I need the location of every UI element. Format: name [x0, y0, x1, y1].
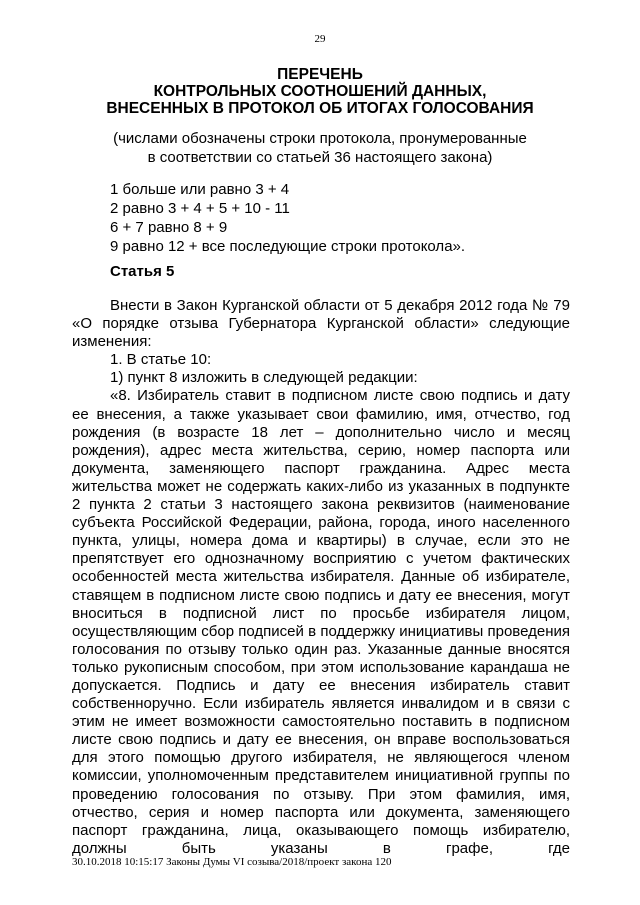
title-line: КОНТРОЛЬНЫХ СООТНОШЕНИЙ ДАННЫХ,	[153, 83, 487, 100]
footer-stamp: 30.10.2018 10:15:17 Законы Думы VI созыва/2018/проект закона 120	[72, 856, 392, 868]
article-heading: Статья 5	[110, 263, 175, 280]
document-subtitle	[0, 129, 640, 167]
subtitle-line: (числами обозначены строки протокола, пронумерованные	[113, 130, 527, 147]
document-title	[0, 66, 640, 117]
title-line: ПЕРЕЧЕНЬ	[277, 66, 363, 83]
article-body	[72, 297, 570, 858]
subtitle-line: в соответствии со статьей 36 настоящего закона)	[147, 149, 493, 166]
control-ratio-item: 1 больше или равно 3 + 4	[110, 181, 290, 198]
page-number: 29	[314, 33, 326, 45]
paragraph: 1) пункт 8 изложить в следующей редакции:	[110, 369, 418, 387]
title-line: ВНЕСЕННЫХ В ПРОТОКОЛ ОБ ИТОГАХ ГОЛОСОВАНИЯ	[106, 100, 534, 117]
control-ratio-item: 2 равно 3 + 4 + 5 + 10 - 11	[110, 200, 290, 217]
control-ratio-item: 6 + 7 равно 8 + 9	[110, 219, 228, 236]
paragraph: Внести в Закон Курганской области от 5 декабря 2012 года № 79 «О порядке отзыва Губернатора Курганской области» следующие изменения:	[72, 297, 570, 351]
control-ratio-item: 9 равно 12 + все последующие строки протокола».	[110, 238, 466, 255]
control-ratios-list	[110, 180, 465, 256]
paragraph: 1. В статье 10:	[110, 351, 212, 369]
paragraph: «8. Избиратель ставит в подписном листе свою подпись и дату ее внесения, а также указывает свои фамилию, имя, отчество, год рождения (в возрасте 18 лет – дополнительно число и месяц рождения), адрес места жительства, серию, номер паспорта или документа, заменяющего паспорт гражданина. Адрес места жительства может не содержать каких-либо из указанных в подпункте 2 пункта 2 статьи 3 настоящего закона реквизитов (наименование субъекта Российской Федерации, района, города, иного населенного пункта, улицы, номера дома и квартиры) в случае, если это не препятствует его однозначному восприятию с учетом фактических особенностей места жительства избирателя. Данные об избирателе, ставящем в подписном листе свою подпись и дату ее внесения, могут вноситься в подписной лист по просьбе избирателя лицом, осуществляющим сбор подписей в поддержку инициативы проведения голосования по отзыву только один раз. Указанные данные вносятся только рукописным способом, при этом использование карандаша не допускается. Подпись и дату ее внесения избиратель ставит собственноручно. Если избиратель является инвалидом и в связи с этим не имеет возможности самостоятельно поставить в подписном листе свою подпись и дату ее внесения, он вправе воспользоваться для этого помощью другого избирателя, не являющегося членом комиссии, уполномоченным представителем инициативной группы по проведению голосования по отзыву. При этом фамилия, имя, отчество, серия и номер паспорта или документа, заменяющего паспорт гражданина, лица, оказывающего помощь избирателю, должны быть указаны в графе, где	[72, 387, 570, 857]
